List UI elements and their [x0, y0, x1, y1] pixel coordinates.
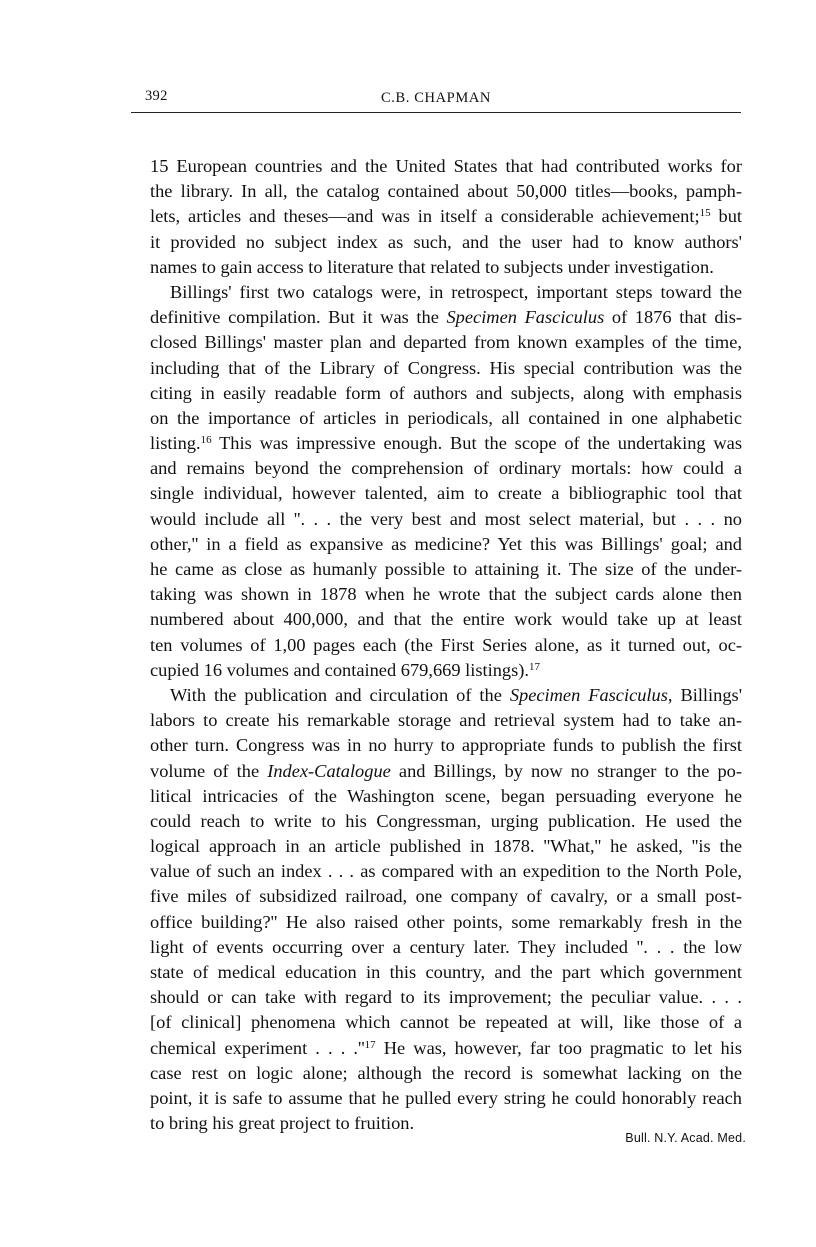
text-span: but: [710, 206, 742, 227]
text-line: and remains beyond the comprehension of ordinary mortals: how could a: [150, 458, 742, 479]
text-line: could reach to write to his Congressman, urging publication. He used the: [150, 810, 742, 831]
text-line: Billings' first two catalogs were, in retrospect, important steps toward the: [170, 281, 742, 302]
text-line: on the importance of articles in periodicals, all contained in one alphabetic: [150, 407, 742, 428]
text-span: lets, articles and theses—and was in itself a considerable achievement;: [150, 206, 700, 227]
text-line: closed Billings' master plan and departed from known examples of the time,: [150, 332, 742, 353]
text-line: numbered about 400,000, and that the entire work would take up at least: [150, 609, 742, 630]
text-line: other turn. Congress was in no hurry to appropriate funds to publish the first: [150, 735, 742, 756]
text-line: [of clinical] phenomena which cannot be repeated at will, like those of a: [150, 1012, 742, 1033]
text-line: would include all ''. . . the very best and most select material, but . . . no: [150, 508, 742, 529]
text-line: the library. In all, the catalog contained about 50,000 titles—books, pamph-: [150, 181, 742, 202]
text-line: [150, 204, 742, 229]
text-line: office building?'' He also raised other points, some remarkably fresh in the: [150, 911, 742, 932]
footnote-ref: 17: [364, 1038, 376, 1051]
running-head: C.B. CHAPMAN: [381, 90, 491, 106]
text-line: should or can take with regard to its improvement; the peculiar value. . . .: [150, 987, 742, 1008]
text-line: [150, 431, 742, 456]
text-line: [150, 759, 742, 784]
text-line: taking was shown in 1878 when he wrote that the subject cards alone then: [150, 584, 742, 605]
text-line: value of such an index . . . as compared with an expedition to the North Pole,: [150, 861, 742, 882]
footnote-ref: 15: [699, 207, 711, 220]
article-body: [150, 154, 742, 1136]
paragraph-1: [150, 154, 742, 280]
footnote-ref: 16: [200, 434, 212, 447]
text-line: including that of the Library of Congress. His special contribution was the: [150, 357, 742, 378]
text-span: listing.: [150, 433, 201, 454]
text-span: cupied 16 volumes and contained 679,669 listings).: [150, 659, 529, 680]
text-line: point, it is safe to assume that he pulled every string he could honorably reach: [150, 1087, 742, 1108]
text-line: labors to create his remarkable storage and retrieval system had to take an-: [150, 710, 742, 731]
text-line: [150, 683, 742, 708]
text-line: names to gain access to literature that related to subjects under investigation.: [150, 256, 714, 277]
text-line: logical approach in an article published in 1878. ''What,'' he asked, ''is the: [150, 836, 742, 857]
text-line: to bring his great project to fruition.: [150, 1113, 415, 1134]
text-span: volume of the: [150, 760, 268, 781]
text-line: [150, 305, 742, 330]
text-line: other,'' in a field as expansive as medicine? Yet this was Billings' goal; and: [150, 533, 742, 554]
text-line: he came as close as humanly possible to attaining it. The size of the under-: [150, 559, 742, 579]
italic-title: Specimen Fasciculus: [509, 684, 668, 705]
page-number: 392: [145, 88, 168, 104]
text-line: light of events occurring over a century later. They included ''. . . the low: [150, 936, 742, 957]
text-line: ten volumes of 1,00 pages each (the First Series alone, as it turned out, oc-: [150, 634, 742, 655]
text-line: it provided no subject index as such, and the user had to know authors': [150, 231, 742, 252]
text-span: , Billings': [667, 684, 742, 705]
text-line: [150, 1036, 742, 1061]
paragraph-2: [150, 280, 742, 683]
text-line: litical intricacies of the Washington scene, began persuading everyone he: [150, 785, 742, 806]
italic-title: Specimen Fasciculus: [446, 307, 605, 328]
italic-title: Index-Catalogue: [267, 760, 391, 781]
journal-footer: Bull. N.Y. Acad. Med.: [625, 1131, 746, 1145]
text-span: and Billings, by now no stranger to the po-: [390, 760, 742, 781]
text-line: single individual, however talented, aim to create a bibliographic tool that: [150, 483, 742, 504]
footnote-ref: 17: [529, 660, 540, 673]
text-span: definitive compilation. But it was the: [150, 307, 447, 328]
paragraph-3: [150, 683, 742, 1136]
text-span: of 1876 that dis-: [604, 307, 742, 328]
text-span: This was impressive enough. But the scope of the undertaking was: [211, 433, 742, 454]
text-span: He was, however, far too pragmatic to let his: [375, 1037, 742, 1058]
text-line: state of medical education in this country, and the part which government: [150, 962, 742, 982]
page-header: [131, 84, 741, 113]
text-span: With the publication and circulation of the: [170, 684, 510, 705]
text-line: citing in easily readable form of authors and subjects, along with emphasis: [150, 382, 742, 403]
text-span: chemical experiment . . . .'': [150, 1037, 365, 1058]
text-line: [150, 658, 742, 683]
text-line: 15 European countries and the United States that had contributed works for: [150, 156, 742, 176]
text-line: case rest on logic alone; although the record is somewhat lacking on the: [150, 1062, 742, 1083]
text-line: five miles of subsidized railroad, one company of cavalry, or a small post-: [150, 886, 742, 907]
